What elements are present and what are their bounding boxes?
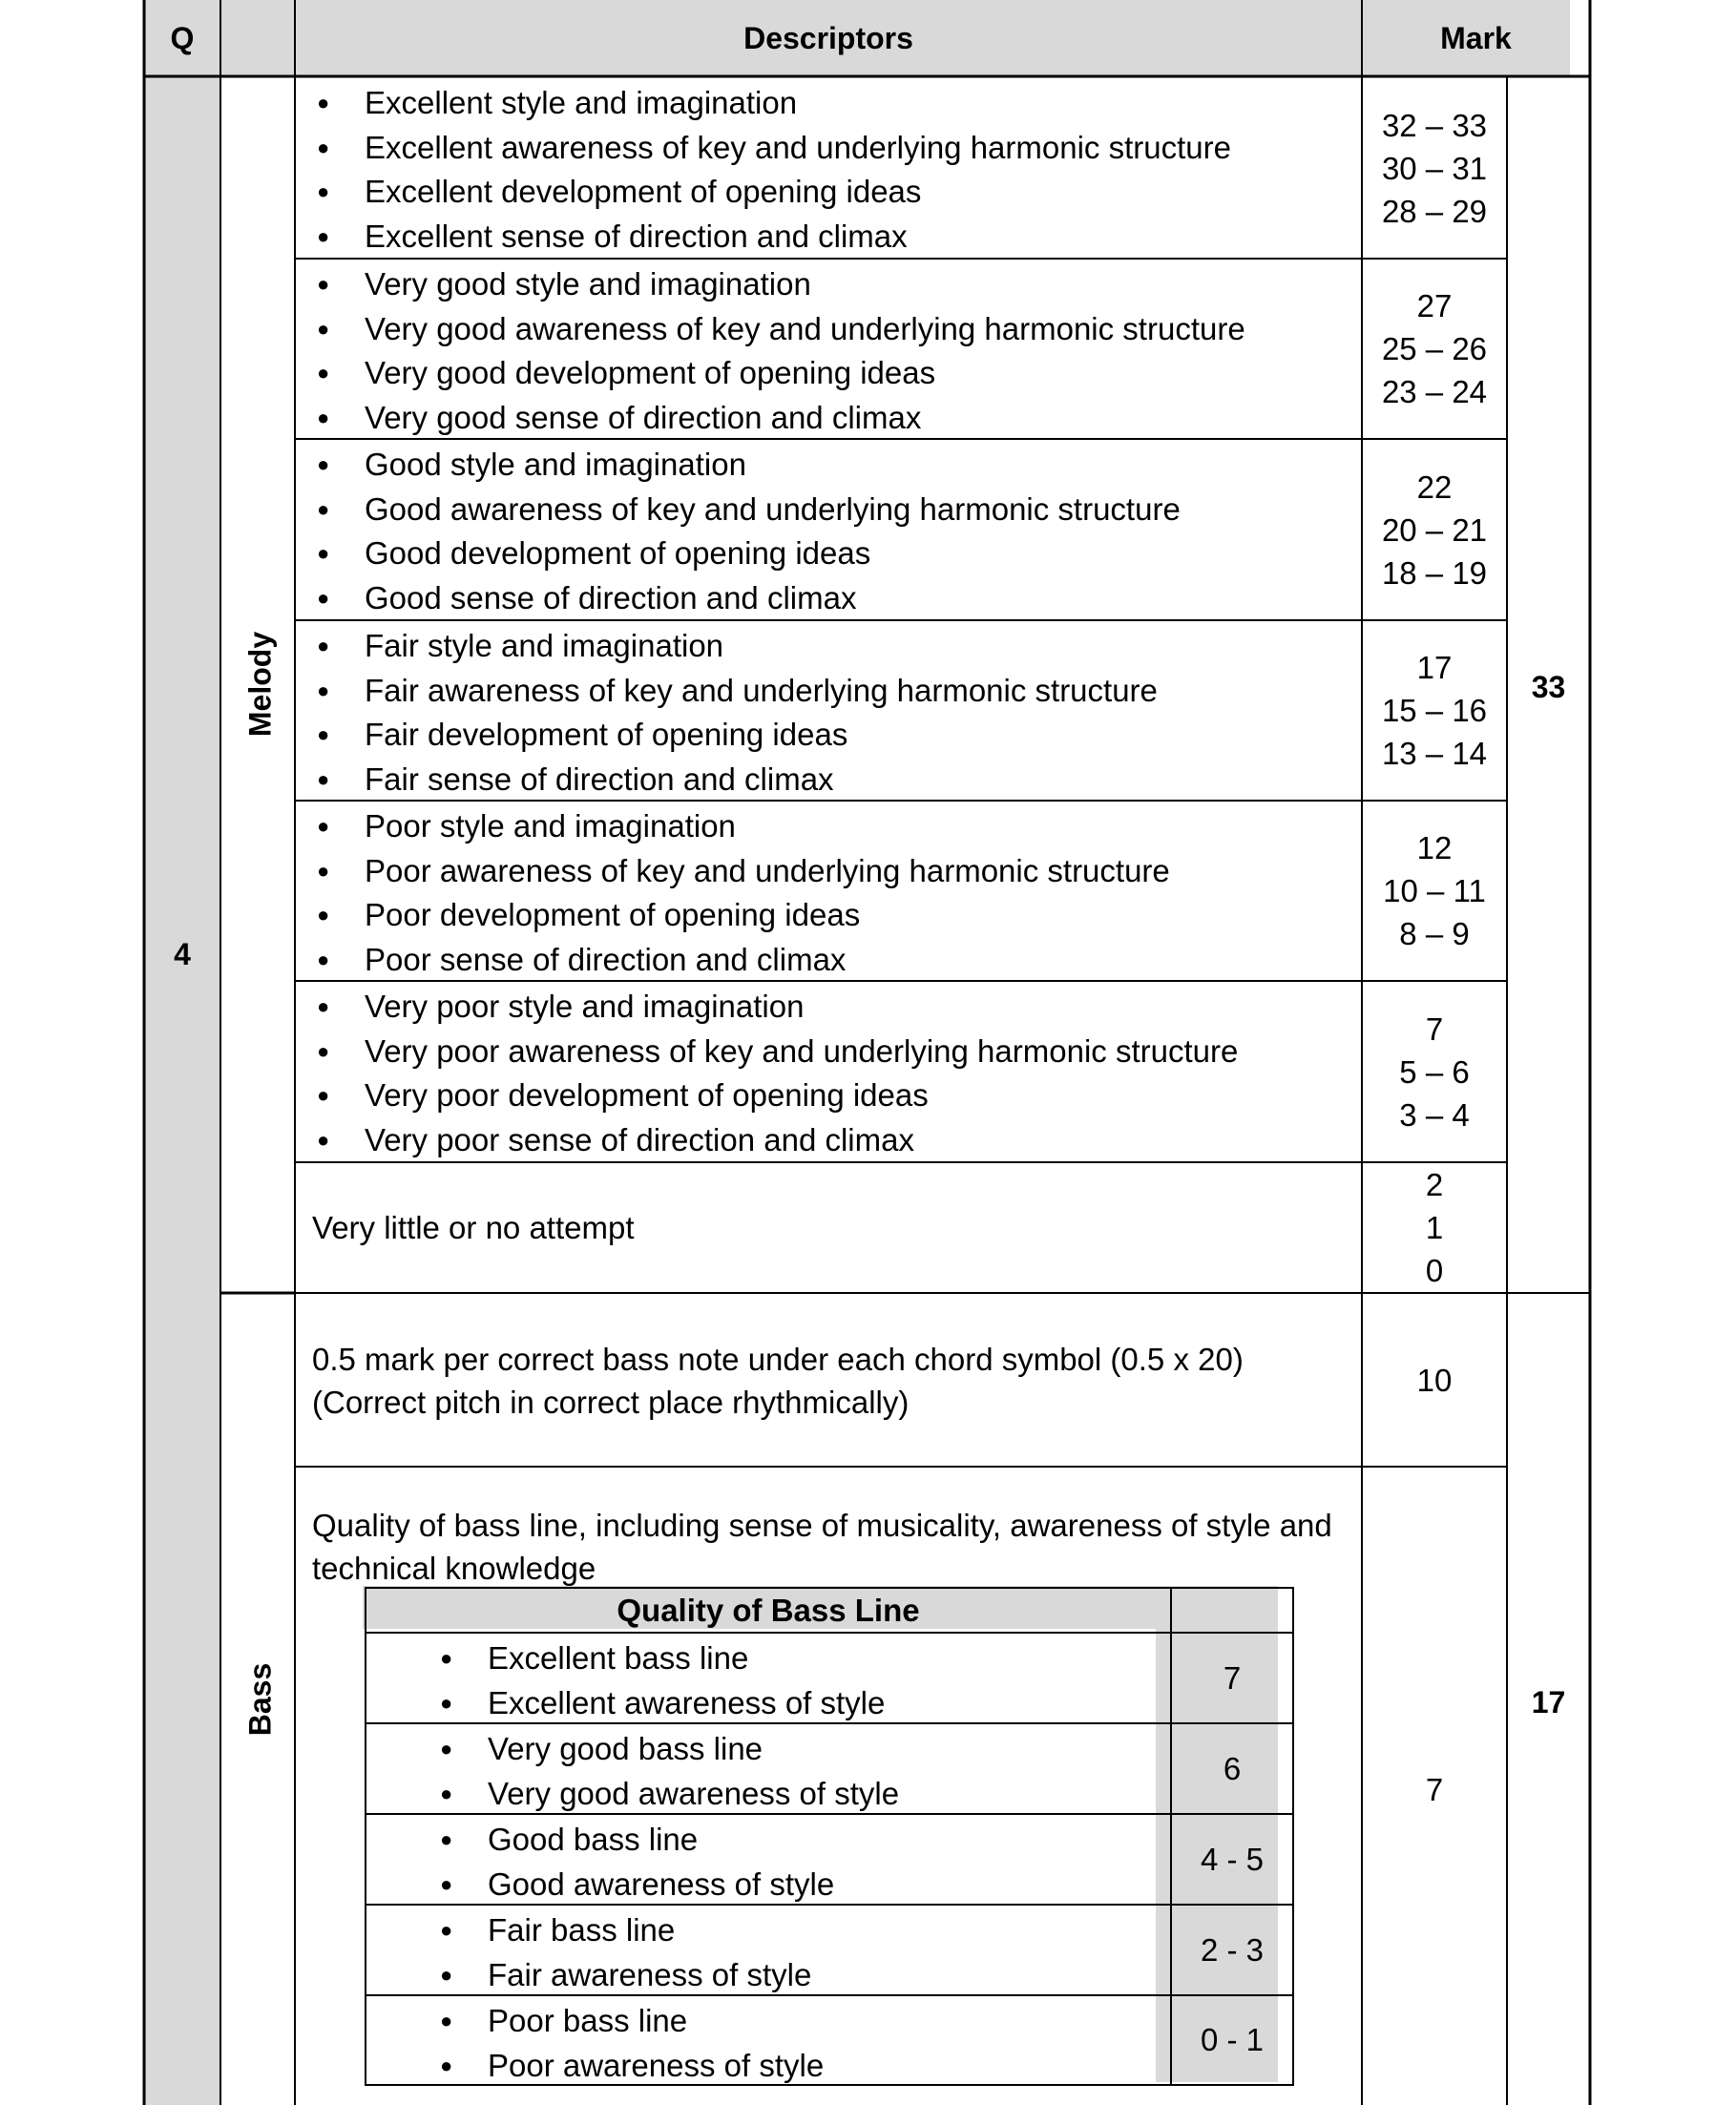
melody-band-good-marks — [1362, 439, 1507, 620]
bass-label: Bass — [242, 1662, 278, 1737]
header-descriptors: Descriptors — [743, 20, 913, 55]
list-item: ● Very good sense of direction and climax — [365, 396, 1245, 441]
list-item: ● Very good awareness of style — [488, 1771, 899, 1816]
quality-row-excellent-mark: 7 — [1223, 1659, 1242, 1696]
list-item: ● Good style and imagination — [365, 443, 1181, 488]
list-item: ● Fair awareness of key and underlying harmonic structure — [365, 669, 1158, 714]
text-line: 0.5 mark per correct bass note under each chord symbol (0.5 x 20) — [312, 1342, 1244, 1377]
mark-range: 1 — [1425, 1210, 1444, 1245]
mark-range: 32 – 33 — [1381, 108, 1488, 143]
list-item: ● Poor style and imagination — [365, 804, 1170, 849]
melody-band-fair-marks — [1362, 620, 1507, 801]
list-item: ● Poor awareness of style — [488, 2043, 824, 2088]
list-item: ● Excellent style and imagination — [365, 81, 1231, 126]
list-item: ● Fair development of opening ideas — [365, 713, 1158, 758]
mark-range: 25 – 26 — [1381, 331, 1488, 366]
quality-row-good-mark: 4 - 5 — [1200, 1841, 1265, 1877]
list-item: ● Excellent sense of direction and climax — [365, 215, 1231, 260]
list-item: ● Very good awareness of key and underlying harmonic structure — [365, 307, 1245, 352]
melody-band-very-good — [365, 262, 1245, 440]
list-item: ● Excellent bass line — [488, 1636, 885, 1680]
question-number: 4 — [174, 936, 191, 971]
quality-row-excellent — [488, 1636, 885, 1725]
melody-label: Melody — [242, 631, 278, 738]
text-line: technical knowledge — [312, 1551, 596, 1586]
list-item: ● Very poor awareness of key and underlying harmonic structure — [365, 1030, 1238, 1074]
quality-table-title: Quality of Bass Line — [617, 1593, 920, 1628]
list-item: ● Very good development of opening ideas — [365, 351, 1245, 396]
mark-range: 5 – 6 — [1399, 1053, 1470, 1090]
no-attempt-text: Very little or no attempt — [312, 1210, 635, 1245]
bass-quality-text — [312, 1504, 1332, 1590]
list-item: ● Fair bass line — [488, 1907, 811, 1952]
list-item: ● Good awareness of key and underlying harmonic structure — [365, 488, 1181, 532]
list-item: ● Excellent awareness of style — [488, 1680, 885, 1725]
list-item: ● Very good style and imagination — [365, 262, 1245, 307]
list-item: ● Poor sense of direction and climax — [365, 938, 1170, 983]
list-item: ● Very poor development of opening ideas — [365, 1073, 1238, 1118]
mark-range: 2 — [1425, 1167, 1444, 1202]
mark-range: 10 – 11 — [1383, 873, 1486, 908]
mark-range: 12 — [1416, 830, 1453, 865]
bass-correct-notes-text — [312, 1338, 1244, 1424]
melody-band-excellent — [365, 81, 1231, 259]
list-item: ● Excellent development of opening ideas — [365, 170, 1231, 215]
quality-row-poor-mark: 0 - 1 — [1200, 2022, 1265, 2057]
quality-row-fair-mark: 2 - 3 — [1200, 1931, 1265, 1968]
list-item: ● Good awareness of style — [488, 1862, 834, 1907]
list-item: ● Poor development of opening ideas — [365, 893, 1170, 938]
list-item: ● Excellent awareness of key and underlying harmonic structure — [365, 126, 1231, 171]
melody-band-very-poor — [365, 985, 1238, 1162]
mark-range: 0 — [1425, 1253, 1444, 1288]
quality-row-very-good-mark: 6 — [1223, 1750, 1242, 1786]
quality-row-very-good — [488, 1726, 899, 1816]
list-item: ● Fair awareness of style — [488, 1952, 811, 1997]
list-item: ● Poor bass line — [488, 1998, 824, 2043]
no-attempt-marks — [1362, 1162, 1507, 1293]
mark-range: 18 – 19 — [1381, 554, 1488, 591]
melody-band-good — [365, 443, 1181, 620]
mark-range: 7 — [1425, 1011, 1444, 1047]
mark-range: 23 – 24 — [1381, 374, 1488, 409]
quality-row-fair — [488, 1907, 811, 1997]
list-item: ● Fair sense of direction and climax — [365, 758, 1158, 802]
list-item: ● Very poor sense of direction and climax — [365, 1118, 1238, 1163]
header-q: Q — [170, 20, 195, 55]
mark-range: 13 – 14 — [1381, 736, 1488, 771]
list-item: ● Good development of opening ideas — [365, 531, 1181, 576]
mark-range: 28 – 29 — [1381, 194, 1488, 229]
list-item: ● Poor awareness of key and underlying harmonic structure — [365, 849, 1170, 894]
melody-total-mark: 33 — [1531, 669, 1566, 704]
text-line: Quality of bass line, including sense of musicality, awareness of style and — [312, 1508, 1332, 1543]
melody-band-very-good-marks — [1362, 259, 1507, 439]
mark-range: 15 – 16 — [1381, 693, 1488, 728]
list-item: ● Very good bass line — [488, 1726, 899, 1771]
mark-range: 27 — [1416, 288, 1453, 323]
bass-correct-notes-mark: 10 — [1416, 1362, 1453, 1398]
list-item: ● Fair style and imagination — [365, 624, 1158, 669]
bass-quality-mark: 7 — [1425, 1771, 1444, 1807]
melody-band-poor-marks — [1362, 801, 1507, 981]
quality-row-poor — [488, 1998, 824, 2088]
mark-range: 17 — [1416, 650, 1453, 685]
melody-band-poor — [365, 804, 1170, 982]
quality-row-good — [488, 1817, 834, 1907]
mark-range: 20 – 21 — [1381, 511, 1488, 548]
text-line: (Correct pitch in correct place rhythmically) — [312, 1385, 910, 1420]
header-mark: Mark — [1440, 20, 1512, 55]
mark-range: 8 – 9 — [1399, 916, 1470, 951]
list-item: ● Very poor style and imagination — [365, 985, 1238, 1030]
melody-band-very-poor-marks — [1362, 981, 1507, 1162]
list-item: ● Good sense of direction and climax — [365, 576, 1181, 621]
mark-range: 30 – 31 — [1381, 151, 1488, 186]
mark-range: 22 — [1416, 469, 1453, 505]
mark-range: 3 – 4 — [1399, 1096, 1470, 1133]
bass-total-mark: 17 — [1531, 1684, 1566, 1719]
melody-band-fair — [365, 624, 1158, 802]
melody-band-excellent-marks — [1362, 78, 1507, 259]
list-item: ● Good bass line — [488, 1817, 834, 1862]
